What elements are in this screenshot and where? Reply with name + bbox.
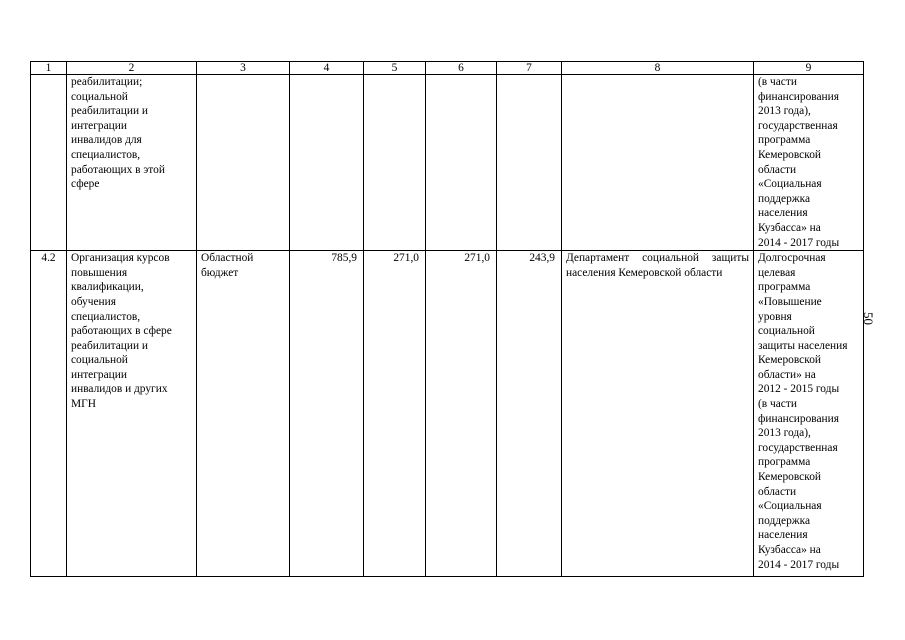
total-cell <box>290 75 364 251</box>
year-cell <box>497 75 562 251</box>
header-cell: 2 <box>67 62 197 75</box>
row-number-cell: 4.2 <box>31 251 67 577</box>
year-cell <box>364 75 426 251</box>
header-cell: 9 <box>754 62 864 75</box>
total-cell: 785,9 <box>290 251 364 577</box>
executor-cell: Департамент социальной защиты населения Кемеровской области <box>562 251 754 577</box>
program-cell: (в части финансирования 2013 года), государственная программа Кемеровской области «Социальная поддержка населения Кузбасса» на 2014 - 2017 годы <box>754 75 864 251</box>
year-cell: 271,0 <box>364 251 426 577</box>
header-cell: 6 <box>426 62 497 75</box>
measure-name-cell: Организация курсов повышения квалификации, обучения специалистов, работающих в сфере реабилитации и социальной интеграции инвалидов и других МГН <box>67 251 197 577</box>
source-cell: Областной бюджет <box>197 251 290 577</box>
page-number: 50 <box>861 312 876 325</box>
header-cell: 8 <box>562 62 754 75</box>
header-cell: 1 <box>31 62 67 75</box>
table-row <box>31 251 864 577</box>
header-row <box>31 62 864 75</box>
row-number-cell <box>31 75 67 251</box>
header-cell: 7 <box>497 62 562 75</box>
header-cell: 3 <box>197 62 290 75</box>
year-cell: 243,9 <box>497 251 562 577</box>
year-cell: 271,0 <box>426 251 497 577</box>
source-cell <box>197 75 290 251</box>
measure-name-cell: реабилитации; социальной реабилитации и интеграции инвалидов для специалистов, работающих в этой сфере <box>67 75 197 251</box>
header-cell: 4 <box>290 62 364 75</box>
table-row <box>31 75 864 251</box>
executor-cell <box>562 75 754 251</box>
program-cell: Долгосрочная целевая программа «Повышение уровня социальной защиты населения Кемеровской области» на 2012 - 2015 годы (в части финансирования 2013 года), государственная программа Кемеровской области «Социальная поддержка населения Кузбасса» на 2014 - 2017 годы <box>754 251 864 577</box>
year-cell <box>426 75 497 251</box>
program-table <box>30 61 864 577</box>
header-cell: 5 <box>364 62 426 75</box>
